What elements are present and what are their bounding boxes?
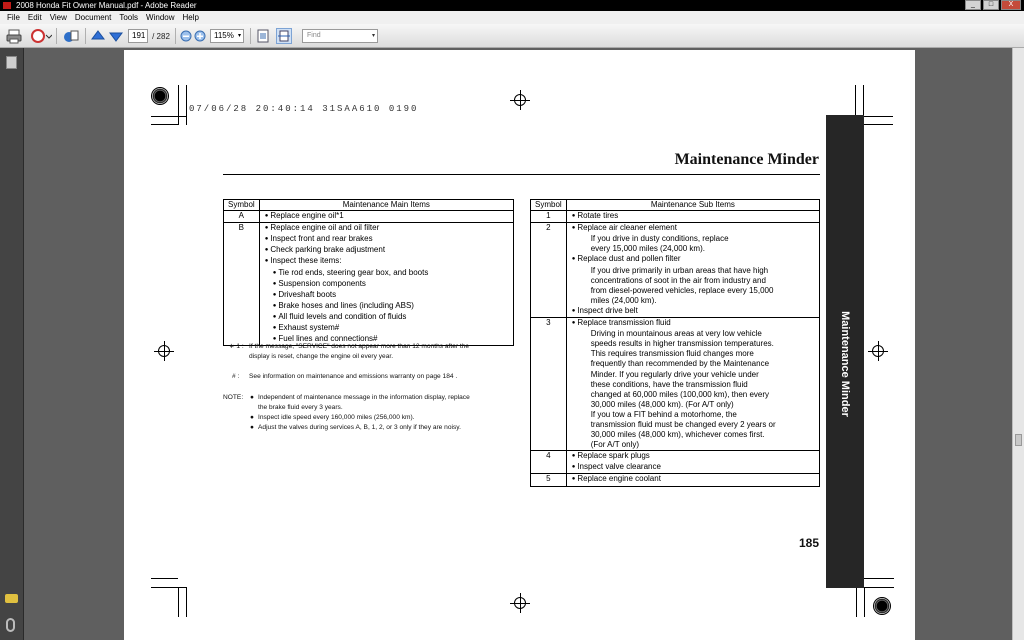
sub-table-row-items [566,318,819,451]
page-number-input[interactable]: 191 [128,29,148,43]
window-title: 2008 Honda Fit Owner Manual.pdf - Adobe Reader [16,1,197,10]
main-table-item: ● Driveshaft boots [264,290,509,301]
maximize-button[interactable]: □ [983,0,999,10]
page-title: Maintenance Minder [674,151,819,168]
navigation-panel [0,48,24,640]
main-table-header-items: Maintenance Main Items [259,200,513,211]
main-table-row-items [259,211,513,223]
sub-table-item-detail: from diesel-powered vehicles, replace every 15,000 [590,285,774,295]
comments-icon[interactable] [5,594,18,603]
sub-table-row-items [566,474,819,486]
next-page-icon[interactable] [108,28,124,44]
main-table-row [224,223,514,346]
sub-table-item-detail: changed at 60,000 miles (100,000 km), then every [590,389,770,399]
vertical-scrollbar[interactable] [1012,48,1024,640]
sub-table-row [531,211,820,223]
chevron-down-icon: ▾ [237,33,241,39]
menu-edit[interactable]: Edit [27,13,42,22]
sub-table-row-items [566,223,819,318]
sub-table-item-detail: these conditions, have the transmission fluid [590,379,748,389]
email-share-icon[interactable] [30,28,52,44]
scroll-thumb[interactable] [1015,434,1022,446]
sub-table-item-detail: If you drive primarily in urban areas that have high [590,265,769,275]
main-table-row [224,211,514,223]
find-chevron-down-icon: ▾ [371,33,375,39]
sub-table-item: ● Rotate tires [571,211,815,222]
crosshair-target-icon [510,90,530,110]
sub-table-item-detail: This requires transmission fluid changes more [590,349,754,359]
sub-table-row-items [566,211,819,223]
crosshair-target-icon [510,593,530,613]
zoom-level-select[interactable] [210,29,244,43]
sub-table-row [531,451,820,474]
crosshair-target-icon [868,341,888,361]
sub-table-item-detail: Minder. If you regularly drive your vehicle under [590,369,759,379]
registration-mark-icon [873,597,891,615]
sub-table-row [531,474,820,486]
collaborate-icon[interactable] [62,28,82,44]
find-placeholder: Find [307,32,321,39]
pdf-page [124,50,915,640]
sub-table-row-symbol: 1 [531,211,567,223]
main-table-item: ● Tie rod ends, steering gear box, and boots [264,268,509,279]
footnote-1-line-1: If the message, "SERVICE" does not appear more than 12 months after the [249,343,470,350]
close-button[interactable]: X [1001,0,1021,10]
toolbar [0,24,1024,48]
zoom-level-value: 115% [214,31,234,40]
menu-bar [0,11,1024,24]
sub-table-item-detail: speeds results in higher transmission temperatures. [590,339,774,349]
note-label: NOTE: [223,394,244,401]
sub-table-item: ● Replace engine coolant [571,474,815,485]
sub-table-item-detail: Driving in mountainous areas at very low vehicle [590,329,762,339]
note-line-4: Adjust the valves during services A, B, 1, 2, or 3 only if they are noisy. [258,424,461,431]
sub-table-row-symbol: 5 [531,474,567,486]
sub-table-item-detail: concentrations of soot in the air from industry and [590,275,766,285]
main-table-row-symbol: B [224,223,260,346]
main-table-row-items [259,223,513,346]
sub-table-item: ● Replace spark plugs [571,451,815,462]
sub-table-item-detail: 30,000 miles (48,000 km). (For A/T only) [590,399,734,409]
sub-table-item-detail: 30,000 miles (48,000 km), whichever comes first. [590,430,765,440]
footnote-2-label: # : [232,373,240,380]
main-table-item: ● Replace engine oil*1 [264,211,509,222]
page-number: 185 [799,536,820,550]
main-table-header-symbol: Symbol [224,200,260,211]
note-bullet-icon: ● [250,424,254,431]
minimize-button[interactable]: _ [965,0,981,10]
main-table-item: ● Inspect these items: [264,256,509,267]
fit-page-icon[interactable] [256,28,270,44]
fit-width-icon[interactable] [276,28,292,44]
page-total: / 282 [152,31,170,41]
sub-table-item: ● Inspect drive belt [571,306,815,317]
note-line-3: Inspect idle speed every 160,000 miles (256,000 km). [258,414,415,421]
print-header-code: 07/06/28 20:40:14 31SAA610 0190 [189,104,419,114]
print-icon[interactable] [6,28,22,44]
main-table-item: ● Suspension components [264,279,509,290]
sub-table-item-detail: (For A/T only) [590,440,639,450]
main-table-item: ● Exhaust system# [264,323,509,334]
menu-tools[interactable]: Tools [119,13,139,22]
menu-view[interactable]: View [49,13,67,22]
crosshair-target-icon [154,341,174,361]
main-table-item: ● Fuel lines and connections# [264,334,509,345]
footnote-1-label: ∗ 1 : [229,343,244,350]
main-table-row-symbol: A [224,211,260,223]
window-titlebar [0,0,1024,11]
previous-page-icon[interactable] [90,28,106,44]
sub-table-item: ● Replace transmission fluid [571,318,815,329]
menu-window[interactable]: Window [146,13,175,22]
main-table-item: ● Replace engine oil and oil filter [264,223,509,234]
sub-table-item-detail: If you tow a FIT behind a motorhome, the [590,409,737,419]
sub-table-row-symbol: 3 [531,318,567,451]
zoom-in-icon[interactable] [194,28,206,44]
note-line-2: the brake fluid every 3 years. [258,404,343,411]
sub-table-item-detail: If you drive in dusty conditions, replace [590,234,729,244]
sub-table-item-detail: miles (24,000 km). [590,295,657,305]
footnote-2-text: See information on maintenance and emissions warranty on page 184 . [249,373,458,380]
main-table-item: ● Inspect front and rear brakes [264,234,509,245]
sub-table-row-symbol: 2 [531,223,567,318]
title-rule [223,174,820,175]
section-tab [826,115,864,588]
menu-help[interactable]: Help [182,13,199,22]
sub-table-item-detail: frequently than recommended by the Maintenance [590,359,770,369]
sub-items-table [530,199,820,487]
section-tab-label: Maintenance Minder [839,311,851,417]
menu-file[interactable]: File [7,13,20,22]
footnote-1-line-2: display is reset, change the engine oil every year. [249,353,394,360]
pages-panel-icon[interactable] [6,56,17,69]
sub-table-row [531,223,820,318]
sub-table-item: ● Replace air cleaner element [571,223,815,234]
note-line-1: Independent of maintenance message in the information display, replace [258,394,470,401]
menu-document[interactable]: Document [74,13,112,22]
find-input[interactable] [302,29,378,43]
sub-table-row-items [566,451,819,474]
sub-table-row [531,318,820,451]
sub-table-header-symbol: Symbol [531,200,567,211]
zoom-out-icon[interactable] [180,28,192,44]
main-table-item: ● Check parking brake adjustment [264,245,509,256]
attachments-paperclip-icon[interactable] [6,618,15,632]
sub-table-row-symbol: 4 [531,451,567,474]
main-items-table [223,199,514,346]
registration-mark-icon [151,87,169,105]
sub-table-item-detail: every 15,000 miles (24,000 km). [590,244,705,254]
note-bullet-icon: ● [250,414,254,421]
note-bullet-icon: ● [250,394,254,401]
sub-table-header-items: Maintenance Sub Items [566,200,819,211]
sub-table-item-detail: transmission fluid must be changed every 2 years or [590,419,776,429]
sub-table-item: ● Replace dust and pollen filter [571,254,815,265]
adobe-reader-app-icon [3,2,11,9]
sub-table-item: ● Inspect valve clearance [571,462,815,473]
main-table-item: ● All fluid levels and condition of fluids [264,312,509,323]
main-table-item: ● Brake hoses and lines (including ABS) [264,301,509,312]
